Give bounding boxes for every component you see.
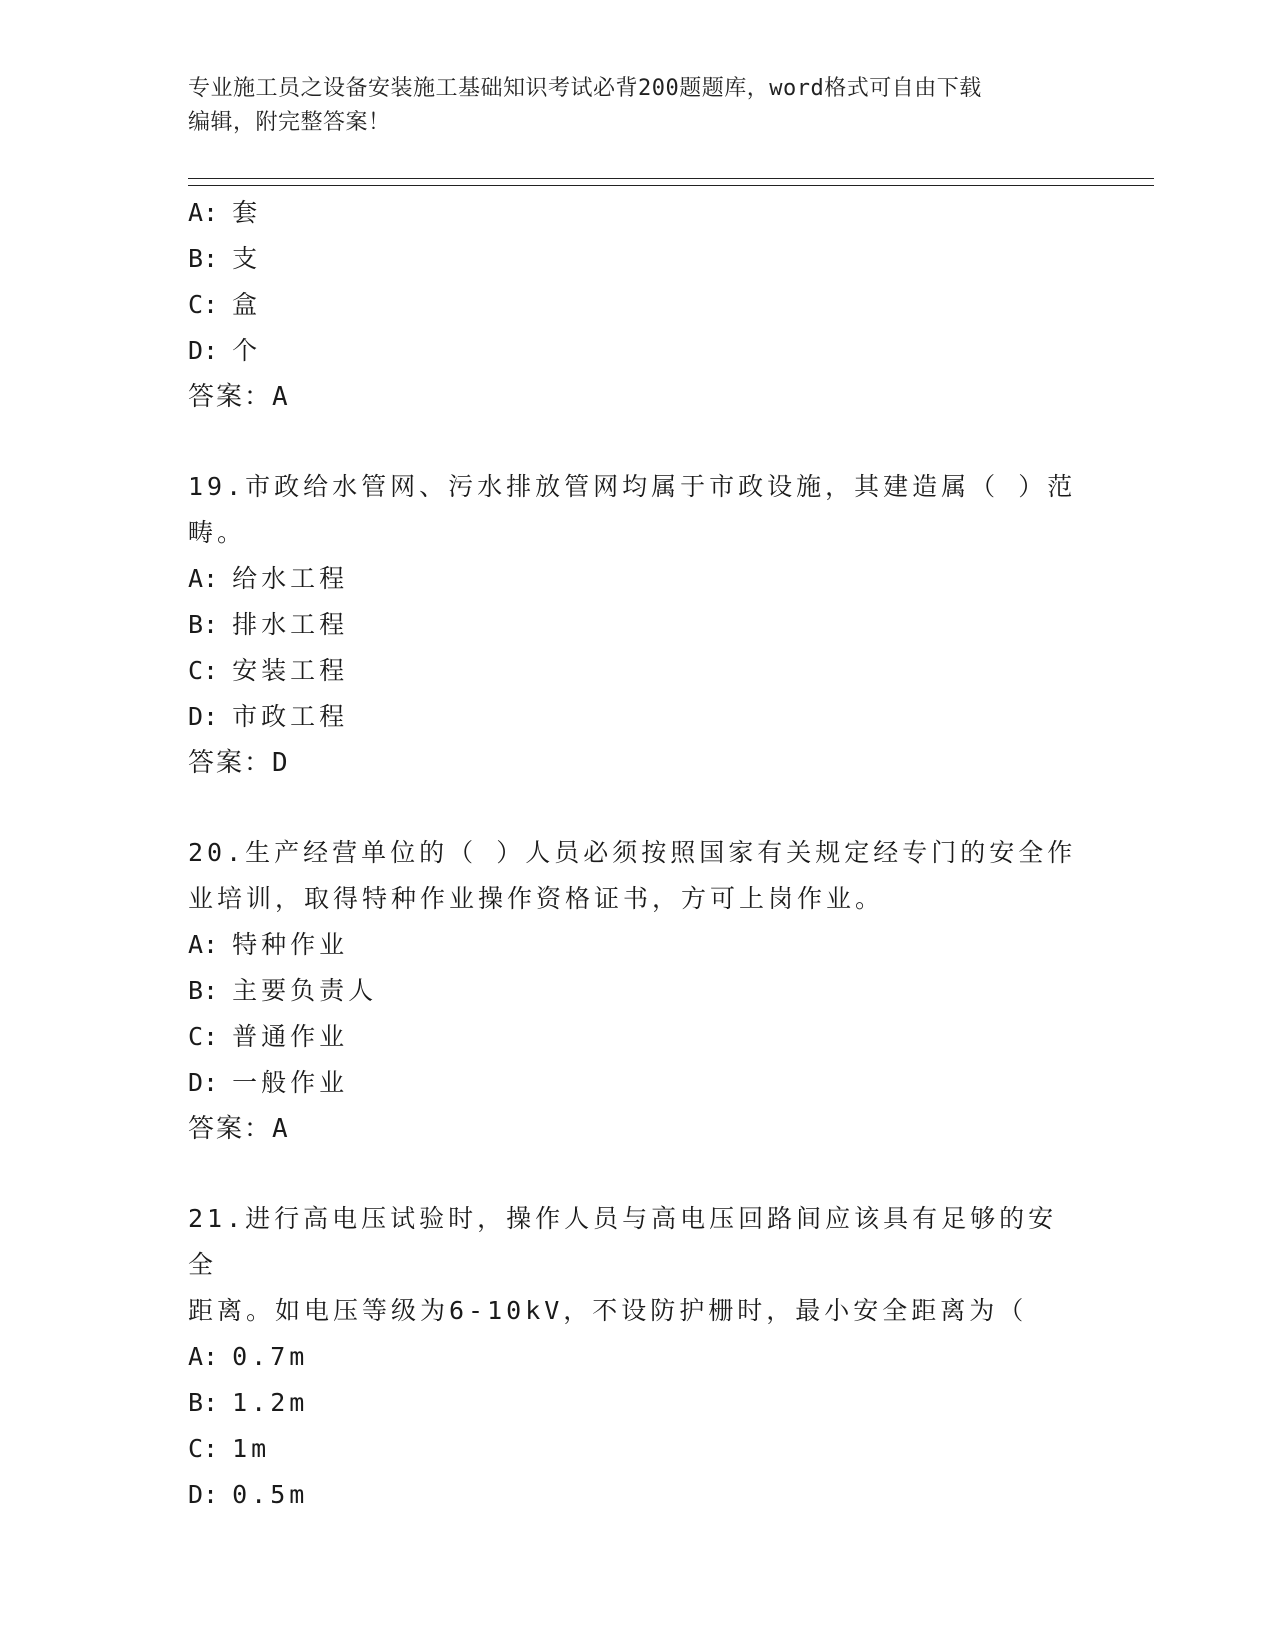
question-text-line1: 19.市政给水管网、污水排放管网均属于市政设施，其建造属（ ）范 — [188, 472, 1077, 501]
header-title-line1: 专业施工员之设备安装施工基础知识考试必背200题题库，word格式可自由下载 — [188, 76, 982, 101]
option-c — [188, 1426, 1088, 1472]
option-text: 普通作业 — [232, 1022, 349, 1051]
header-divider — [188, 178, 1154, 186]
option-text: 1m — [232, 1434, 271, 1463]
answer-label: 答案： — [188, 1114, 273, 1144]
option-d — [188, 694, 1088, 740]
option-text: 盒 — [232, 290, 262, 319]
option-letter: A: — [188, 564, 219, 593]
question-text-line1: 21.进行高电压试验时，操作人员与高电压回路间应该具有足够的安全 — [188, 1204, 1058, 1279]
option-letter: B: — [188, 244, 219, 273]
option-text: 0.5m — [232, 1480, 309, 1509]
option-d — [188, 328, 1088, 374]
question-18 — [188, 190, 1088, 420]
question-text-line2: 畴。 — [188, 518, 247, 547]
option-text: 安装工程 — [232, 656, 349, 685]
document-body — [188, 190, 1088, 1518]
option-c — [188, 282, 1088, 328]
header-title-line2: 编辑，附完整答案！ — [188, 110, 391, 135]
question-20 — [188, 830, 1088, 1152]
option-a — [188, 190, 1088, 236]
answer-line — [188, 740, 1088, 786]
option-text: 市政工程 — [232, 702, 349, 731]
option-text: 0.7m — [232, 1342, 309, 1371]
question-text — [188, 830, 1078, 922]
answer-value: A — [272, 382, 289, 412]
option-letter: C: — [188, 1434, 219, 1463]
option-letter: C: — [188, 656, 219, 685]
option-text: 给水工程 — [232, 564, 349, 593]
option-letter: D: — [188, 1068, 219, 1097]
option-text: 主要负责人 — [232, 976, 378, 1005]
option-text: 排水工程 — [232, 610, 349, 639]
option-b — [188, 236, 1088, 282]
option-text: 支 — [232, 244, 262, 273]
option-text: 特种作业 — [232, 930, 349, 959]
option-b — [188, 602, 1088, 648]
option-d — [188, 1060, 1088, 1106]
option-letter: D: — [188, 702, 219, 731]
question-text — [188, 1196, 1078, 1334]
answer-label: 答案： — [188, 748, 273, 778]
option-letter: B: — [188, 1388, 219, 1417]
option-letter: C: — [188, 1022, 219, 1051]
answer-value: A — [272, 1114, 289, 1144]
question-19 — [188, 464, 1088, 786]
document-header — [188, 72, 1078, 140]
option-letter: A: — [188, 198, 219, 227]
option-letter: B: — [188, 976, 219, 1005]
answer-value: D — [272, 748, 289, 778]
option-text: 1.2m — [232, 1388, 309, 1417]
option-c — [188, 648, 1088, 694]
question-text-line2: 业培训，取得特种作业操作资格证书，方可上岗作业。 — [188, 884, 885, 913]
option-a — [188, 556, 1088, 602]
option-letter: A: — [188, 930, 219, 959]
option-letter: D: — [188, 1480, 219, 1509]
option-d — [188, 1472, 1088, 1518]
option-text: 个 — [232, 336, 262, 365]
option-letter: C: — [188, 290, 219, 319]
question-text-line2: 距离。如电压等级为6-10kV，不设防护栅时，最小安全距离为（ — [188, 1296, 1028, 1325]
option-a — [188, 1334, 1088, 1380]
answer-line — [188, 374, 1088, 420]
answer-line — [188, 1106, 1088, 1152]
option-letter: A: — [188, 1342, 219, 1371]
question-21 — [188, 1196, 1088, 1518]
option-b — [188, 968, 1088, 1014]
question-text-line1: 20.生产经营单位的（ ）人员必须按照国家有关规定经专门的安全作 — [188, 838, 1077, 867]
answer-label: 答案： — [188, 382, 273, 412]
question-text — [188, 464, 1078, 556]
option-b — [188, 1380, 1088, 1426]
option-a — [188, 922, 1088, 968]
option-text: 套 — [232, 198, 262, 227]
option-letter: D: — [188, 336, 219, 365]
option-letter: B: — [188, 610, 219, 639]
option-text: 一般作业 — [232, 1068, 349, 1097]
option-c — [188, 1014, 1088, 1060]
